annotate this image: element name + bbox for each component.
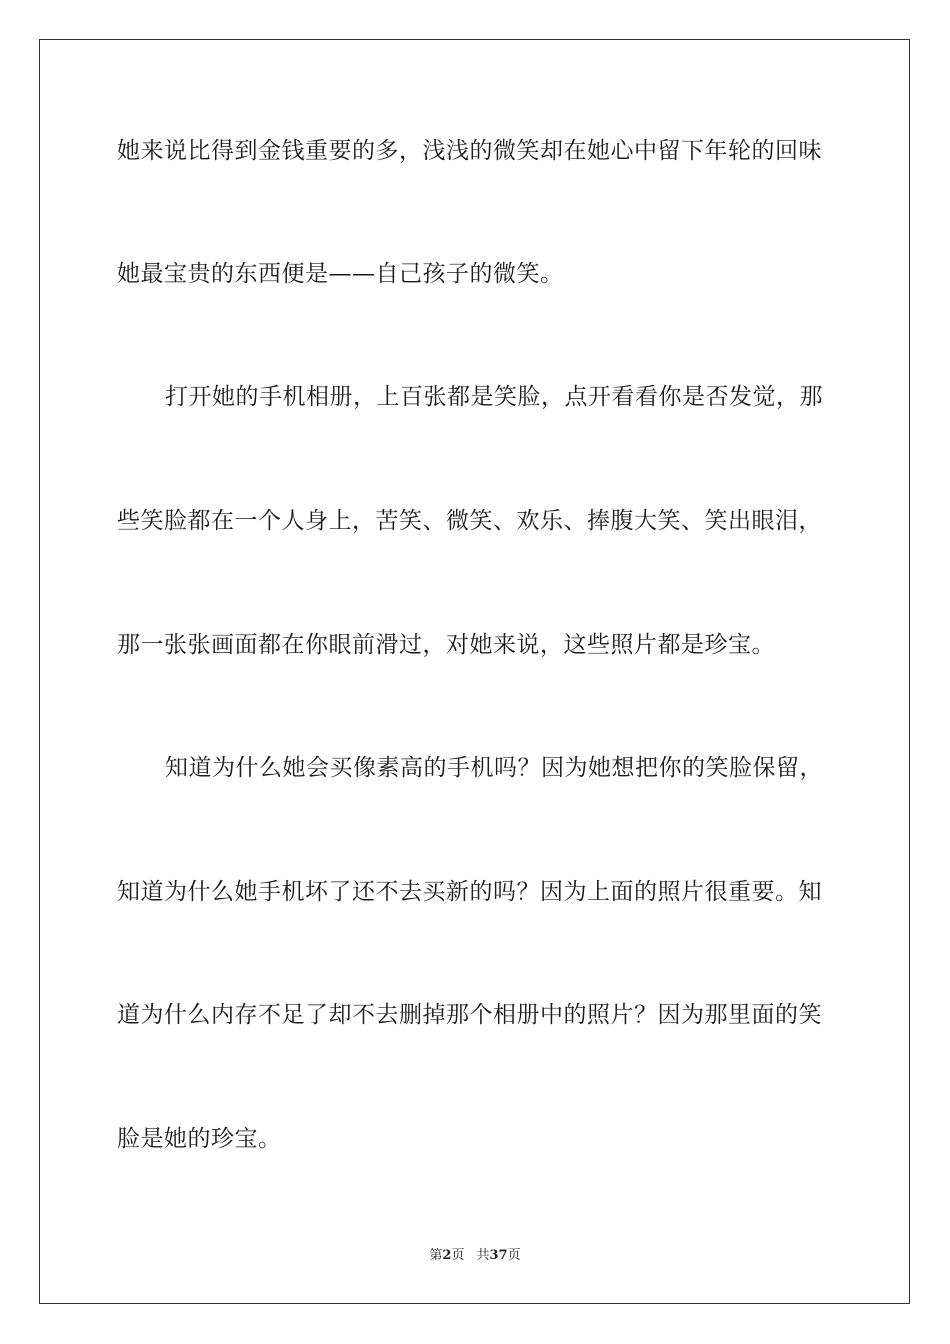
body-text-line: 道为什么内存不足了却不去删掉那个相册中的照片？因为那里面的笑 [117,1002,822,1028]
paragraph-start-line: 知道为什么她会买像素高的手机吗？因为她想把你的笑脸保留， [165,755,823,781]
body-text-line: 知道为什么她手机坏了还不去买新的吗？因为上面的照片很重要。知 [117,879,822,905]
page-prefix: 第 [429,1248,443,1263]
body-text-line: 那一张张画面都在你眼前滑过，对她来说，这些照片都是珍宝。 [117,632,775,658]
page-suffix: 页 [451,1248,465,1263]
body-text-line: 她来说比得到金钱重要的多，浅浅的微笑却在她心中留下年轮的回味 [117,138,822,164]
page-border [39,39,910,1304]
total-prefix: 共 [476,1248,490,1263]
total-page-count: 37 [489,1248,508,1263]
paragraph-start-line: 打开她的手机相册，上百张都是笑脸，点开看看你是否发觉，那 [165,384,823,410]
body-text-line: 脸是她的珍宝。 [117,1126,282,1152]
body-text-line: 她最宝贵的东西便是——自己孩子的微笑。 [117,261,564,287]
total-suffix: 页 [507,1248,521,1263]
page-footer [0,1247,950,1265]
body-text-line: 些笑脸都在一个人身上，苦笑、微笑、欢乐、捧腹大笑、笑出眼泪， [117,508,822,534]
current-page-number: 2 [442,1248,452,1263]
